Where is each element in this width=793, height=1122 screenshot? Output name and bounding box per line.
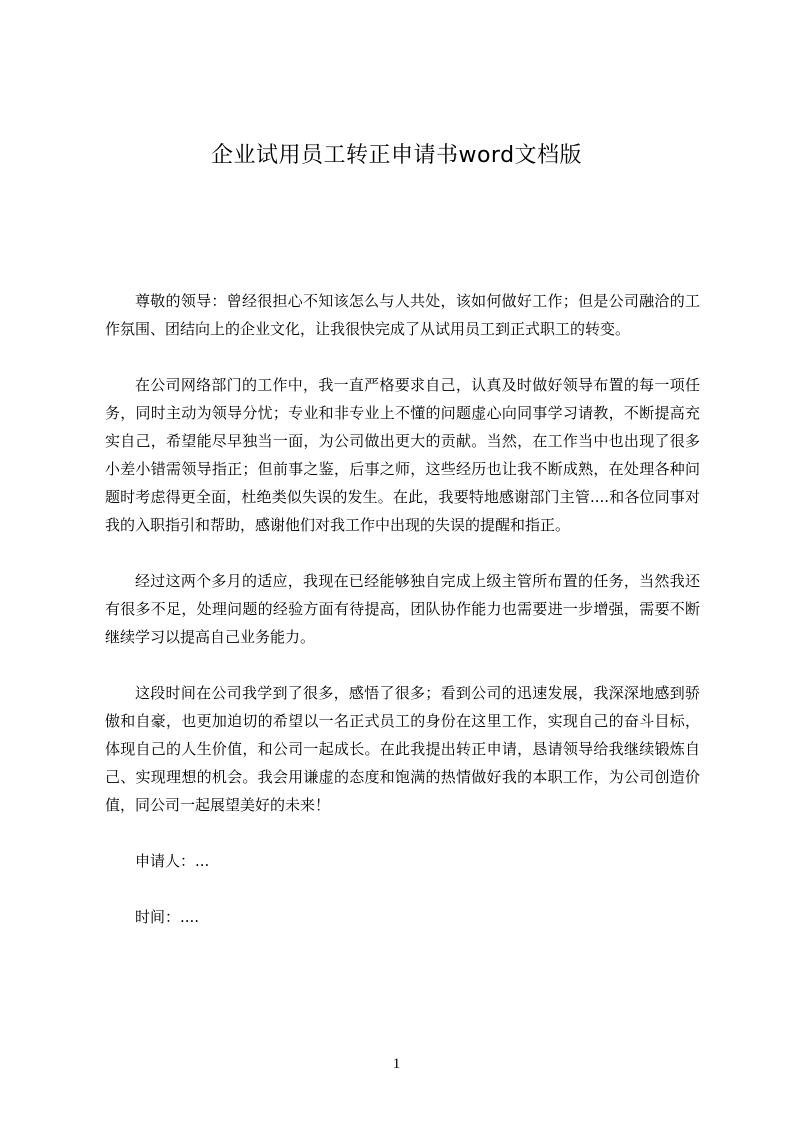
applicant-line: 申请人：... [135,852,210,870]
date-line: 时间：.... [135,908,200,926]
document-body [105,287,700,959]
page-number: 1 [392,1056,401,1072]
document-title: 企业试用员工转正申请书word文档版 [210,143,583,168]
paragraph-application: 这段时间在公司我学到了很多，感悟了很多；看到公司的迅速发展，我深深地感到骄傲和自豪，也更加迫切的希望以一名正式员工的身份在这里工作，实现自己的奋斗目标，体现自己的人生价值，和公司一起成长。在此我提出转正申请，恳请领导给我继续锻炼自己、实现理想的机会。我会用谦虚的态度和饱满的热情做好我的本职工作，为公司创造价值，同公司一起展望美好的未来！ [105,684,700,814]
paragraph-work-summary: 在公司网络部门的工作中，我一直严格要求自己，认真及时做好领导布置的每一项任务，同时主动为领导分忧；专业和非专业上不懂的问题虚心向同事学习请教，不断提高充实自己，希望能尽早独当一面，为公司做出更大的贡献。当然，在工作当中也出现了很多小差小错需领导指正；但前事之鉴，后事之师，这些经历也让我不断成熟，在处理各种问题时考虑得更全面，杜绝类似失误的发生。在此，我要特地感谢部门主管....和各位同事对我的入职指引和帮助，感谢他们对我工作中出现的失误的提醒和指正。 [105,376,700,534]
paragraph-greeting: 尊敬的领导：曾经很担心不知该怎么与人共处，该如何做好工作；但是公司融洽的工作氛围、团结向上的企业文化，让我很快完成了从试用员工到正式职工的转变。 [105,292,700,338]
paragraph-self-assessment: 经过这两个多月的适应，我现在已经能够独自完成上级主管所布置的任务，当然我还有很多不足，处理问题的经验方面有待提高，团队协作能力也需要进一步增强，需要不断继续学习以提高自己业务能力。 [105,572,700,646]
